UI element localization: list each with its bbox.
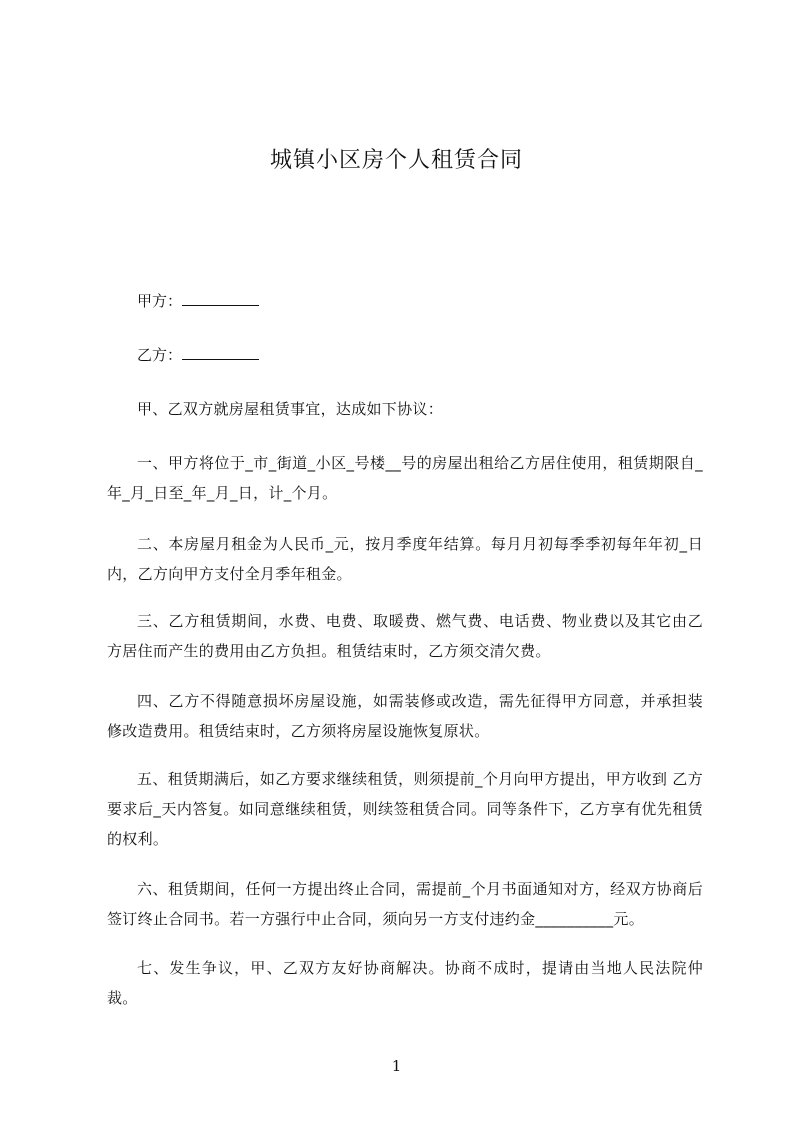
document-title: 城镇小区房个人租赁合同 bbox=[269, 148, 523, 173]
clause-6: 六、租赁期间，任何一方提出终止合同，需提前_个月书面通知对方，经双方协商后签订终止合同书。若一方强行中止合同，须向另一方支付违约金__________元。 bbox=[107, 880, 703, 928]
clause-4: 四、乙方不得随意损坏房屋设施，如需装修或改造，需先征得甲方同意，并承担装修改造费用。租赁结束时，乙方须将房屋设施恢复原状。 bbox=[107, 692, 703, 740]
clause-1: 一、甲方将位于_市_街道_小区_号楼__号的房屋出租给乙方居住使用，租赁期限自_年_月_日至_年_月_日，计_个月。 bbox=[107, 454, 703, 502]
clause-5: 五、租赁期满后，如乙方要求继续租赁，则须提前_个月向甲方提出，甲方收到 乙方要求后_天内答复。如同意继续租赁，则续签租赁合同。同等条件下，乙方享有优先租赁的权利。 bbox=[107, 770, 703, 848]
party-b-blank bbox=[182, 345, 259, 360]
page-number: 1 bbox=[391, 1057, 402, 1075]
clause-7: 七、发生争议，甲、乙双方友好协商解决。协商不成时，提请由当地人民法院仲裁。 bbox=[107, 959, 703, 1007]
party-b-line bbox=[137, 345, 259, 365]
clause-2: 二、本房屋月租金为人民币_元，按月季度年结算。每月月初每季季初每年年初_日内，乙方向甲方支付全月季年租金。 bbox=[107, 535, 703, 583]
party-a-blank bbox=[182, 291, 259, 306]
intro-paragraph: 甲、乙双方就房屋租赁事宜，达成如下协议： bbox=[137, 400, 444, 418]
party-a-label: 甲方： bbox=[137, 292, 183, 310]
party-b-label: 乙方： bbox=[137, 346, 183, 364]
clause-3: 三、乙方租赁期间，水费、电费、取暖费、燃气费、电话费、物业费以及其它由乙方居住而产生的费用由乙方负担。租赁结束时，乙方须交清欠费。 bbox=[107, 612, 703, 660]
party-a-line bbox=[137, 291, 259, 311]
